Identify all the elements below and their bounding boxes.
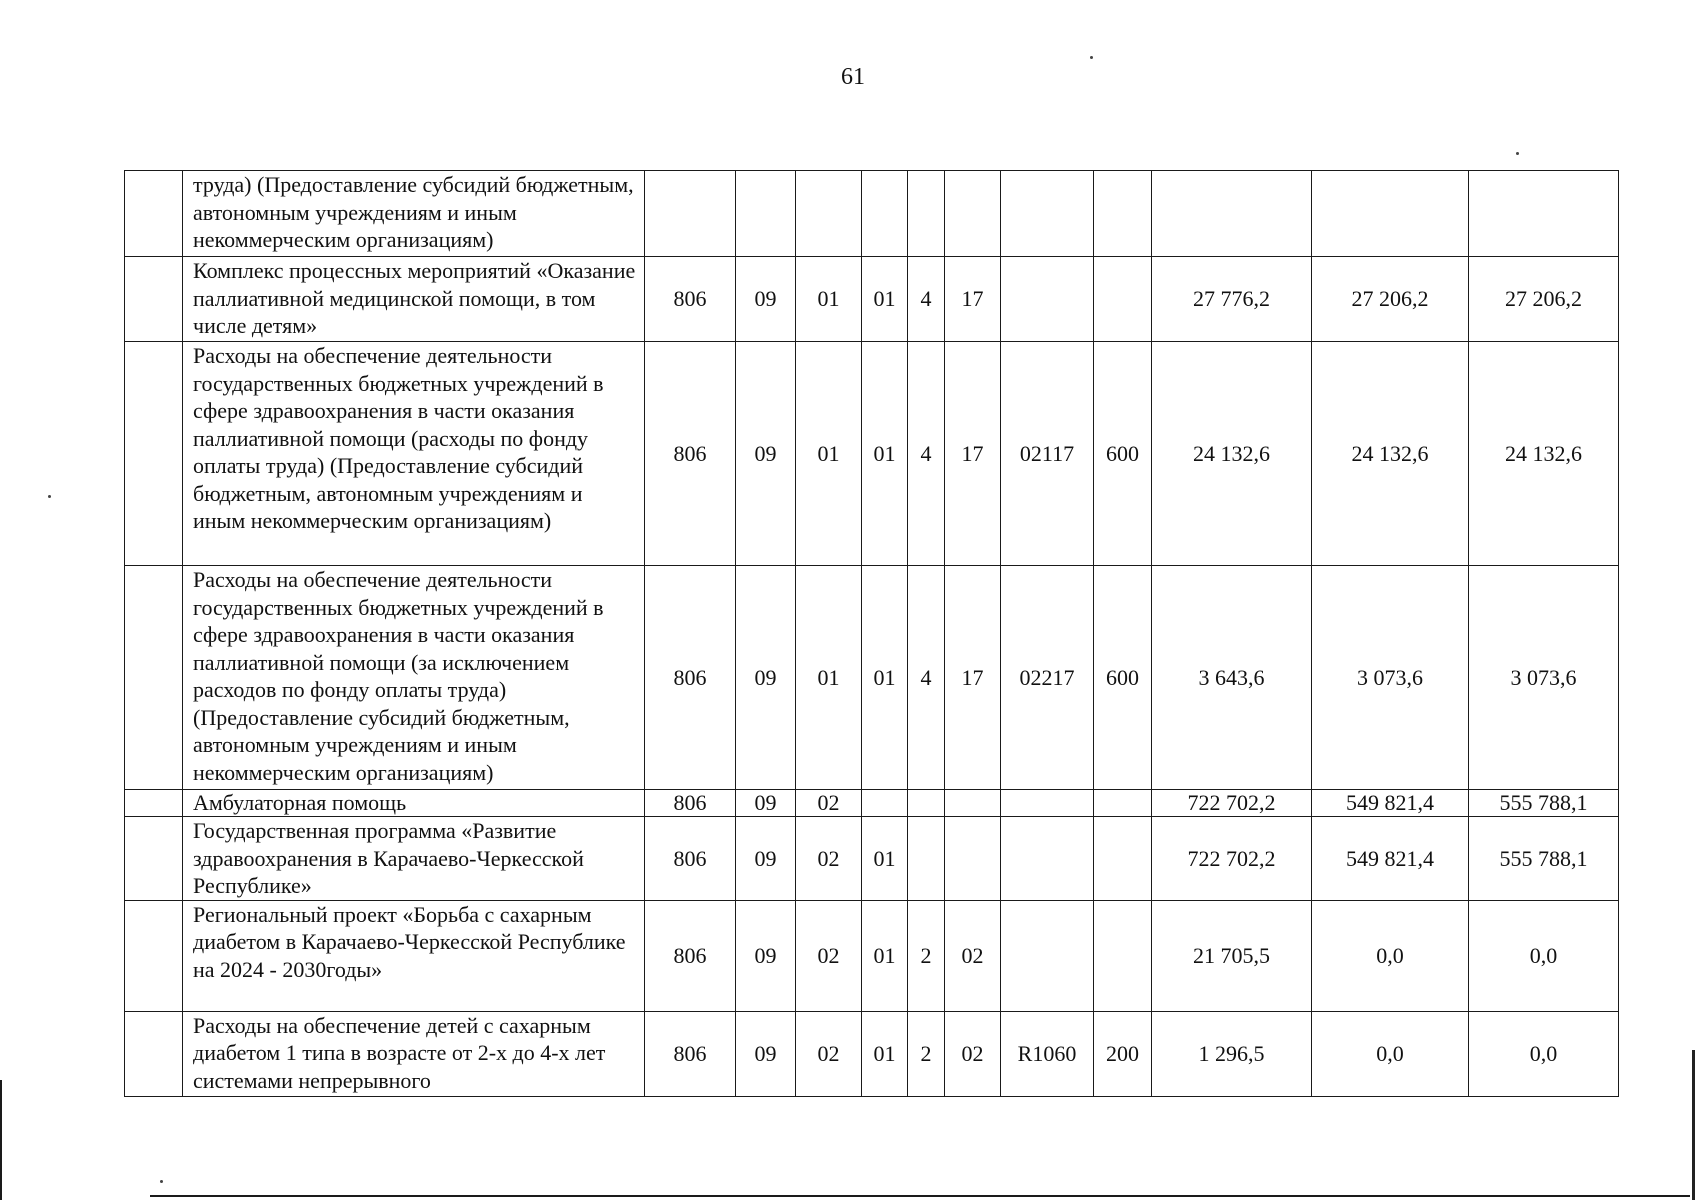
cell-row-number [125,790,183,817]
cell-amount-2025: 21 705,5 [1152,900,1312,1011]
table-row [125,790,1619,817]
cell-section: 09 [736,900,796,1011]
cell-amount-2026: 0,0 [1312,1011,1469,1096]
cell-subsection: 02 [796,817,862,901]
cell-description: Расходы на обеспечение деятельности государственных бюджетных учреждений в сфере здравоохранения в части оказания паллиативной помощи (расходы по фонду оплаты труда) (Предоставление субсидий бюджетным, автономным учреждениям и иным некоммерческим организациям) [183,342,645,566]
cell-subprogram: 4 [908,342,945,566]
cell-expense-code [1001,171,1094,257]
cell-expense-type: 600 [1094,566,1152,790]
cell-ministry-code: 806 [645,790,736,817]
cell-section: 09 [736,342,796,566]
cell-project: 02 [945,900,1001,1011]
table-row [125,342,1619,566]
cell-amount-2025 [1152,171,1312,257]
cell-section: 09 [736,817,796,901]
cell-project: 17 [945,342,1001,566]
cell-program: 01 [862,817,908,901]
table-row [125,1011,1619,1096]
cell-amount-2026 [1312,171,1469,257]
cell-amount-2027: 0,0 [1469,1011,1619,1096]
cell-subsection: 02 [796,900,862,1011]
cell-amount-2026: 3 073,6 [1312,566,1469,790]
cell-section [736,171,796,257]
cell-row-number [125,171,183,257]
cell-expense-type: 600 [1094,342,1152,566]
cell-expense-type [1094,790,1152,817]
cell-amount-2025: 722 702,2 [1152,790,1312,817]
cell-program: 01 [862,257,908,342]
table-row [125,817,1619,901]
cell-amount-2025: 722 702,2 [1152,817,1312,901]
cell-amount-2027: 555 788,1 [1469,790,1619,817]
cell-project: 17 [945,566,1001,790]
cell-description: Амбулаторная помощь [183,790,645,817]
scan-speck [160,1180,163,1183]
cell-expense-code: 02117 [1001,342,1094,566]
cell-amount-2026: 27 206,2 [1312,257,1469,342]
cell-section: 09 [736,790,796,817]
cell-amount-2026: 0,0 [1312,900,1469,1011]
table-row [125,171,1619,257]
cell-expense-code [1001,790,1094,817]
cell-subsection: 01 [796,342,862,566]
scan-speck [48,495,51,498]
cell-project [945,817,1001,901]
cell-subsection [796,171,862,257]
cell-program: 01 [862,900,908,1011]
cell-expense-code [1001,900,1094,1011]
cell-amount-2027: 3 073,6 [1469,566,1619,790]
cell-ministry-code: 806 [645,1011,736,1096]
cell-subprogram [908,790,945,817]
scan-left-rule [0,1080,2,1200]
cell-expense-code [1001,817,1094,901]
cell-expense-type [1094,900,1152,1011]
cell-description: труда) (Предоставление субсидий бюджетным, автономным учреждениям и иным некоммерческим организациям) [183,171,645,257]
scan-bottom-rule [150,1195,1690,1197]
cell-subsection: 02 [796,790,862,817]
cell-program: 01 [862,566,908,790]
cell-subprogram: 2 [908,900,945,1011]
scan-right-rule [1692,1050,1695,1200]
cell-ministry-code: 806 [645,566,736,790]
cell-section: 09 [736,566,796,790]
scan-speck [1516,152,1519,155]
cell-subprogram: 4 [908,257,945,342]
cell-description: Расходы на обеспечение деятельности государственных бюджетных учреждений в сфере здравоохранения в части оказания паллиативной помощи (за исключением расходов по фонду оплаты труда) (Предоставление субсидий бюджетным, автономным учреждениям и иным некоммерческим организациям) [183,566,645,790]
cell-expense-type [1094,817,1152,901]
cell-ministry-code [645,171,736,257]
budget-table [124,170,1619,1097]
cell-project [945,790,1001,817]
scan-speck [1090,56,1093,59]
cell-ministry-code: 806 [645,342,736,566]
cell-description: Региональный проект «Борьба с сахарным диабетом в Карачаево-Черкесской Республике на 2024 - 2030годы» [183,900,645,1011]
table-row [125,566,1619,790]
cell-amount-2026: 24 132,6 [1312,342,1469,566]
cell-row-number [125,1011,183,1096]
table-row [125,900,1619,1011]
cell-subprogram: 4 [908,566,945,790]
cell-amount-2025: 3 643,6 [1152,566,1312,790]
cell-amount-2027: 27 206,2 [1469,257,1619,342]
table-row [125,257,1619,342]
cell-subprogram: 2 [908,1011,945,1096]
cell-project [945,171,1001,257]
cell-amount-2025: 27 776,2 [1152,257,1312,342]
cell-amount-2026: 549 821,4 [1312,790,1469,817]
cell-description: Государственная программа «Развитие здравоохранения в Карачаево-Черкесской Республике» [183,817,645,901]
page-number: 61 [841,64,865,90]
cell-subprogram [908,171,945,257]
cell-row-number [125,900,183,1011]
cell-subsection: 01 [796,257,862,342]
cell-ministry-code: 806 [645,257,736,342]
cell-description: Комплекс процессных мероприятий «Оказание паллиативной медицинской помощи, в том числе детям» [183,257,645,342]
cell-amount-2027: 0,0 [1469,900,1619,1011]
cell-row-number [125,566,183,790]
cell-ministry-code: 806 [645,817,736,901]
cell-expense-code: R1060 [1001,1011,1094,1096]
cell-amount-2025: 24 132,6 [1152,342,1312,566]
cell-program [862,790,908,817]
cell-expense-type [1094,257,1152,342]
cell-ministry-code: 806 [645,900,736,1011]
cell-project: 17 [945,257,1001,342]
cell-program [862,171,908,257]
cell-program: 01 [862,1011,908,1096]
cell-description: Расходы на обеспечение детей с сахарным диабетом 1 типа в возрасте от 2-х до 4-х лет системами непрерывного [183,1011,645,1096]
cell-amount-2027: 24 132,6 [1469,342,1619,566]
cell-expense-code: 02217 [1001,566,1094,790]
cell-row-number [125,817,183,901]
cell-expense-type [1094,171,1152,257]
cell-section: 09 [736,257,796,342]
cell-section: 09 [736,1011,796,1096]
cell-amount-2027 [1469,171,1619,257]
cell-project: 02 [945,1011,1001,1096]
cell-subprogram [908,817,945,901]
cell-program: 01 [862,342,908,566]
cell-expense-code [1001,257,1094,342]
cell-amount-2025: 1 296,5 [1152,1011,1312,1096]
cell-subsection: 02 [796,1011,862,1096]
cell-amount-2026: 549 821,4 [1312,817,1469,901]
cell-subsection: 01 [796,566,862,790]
cell-expense-type: 200 [1094,1011,1152,1096]
cell-row-number [125,257,183,342]
cell-row-number [125,342,183,566]
cell-amount-2027: 555 788,1 [1469,817,1619,901]
